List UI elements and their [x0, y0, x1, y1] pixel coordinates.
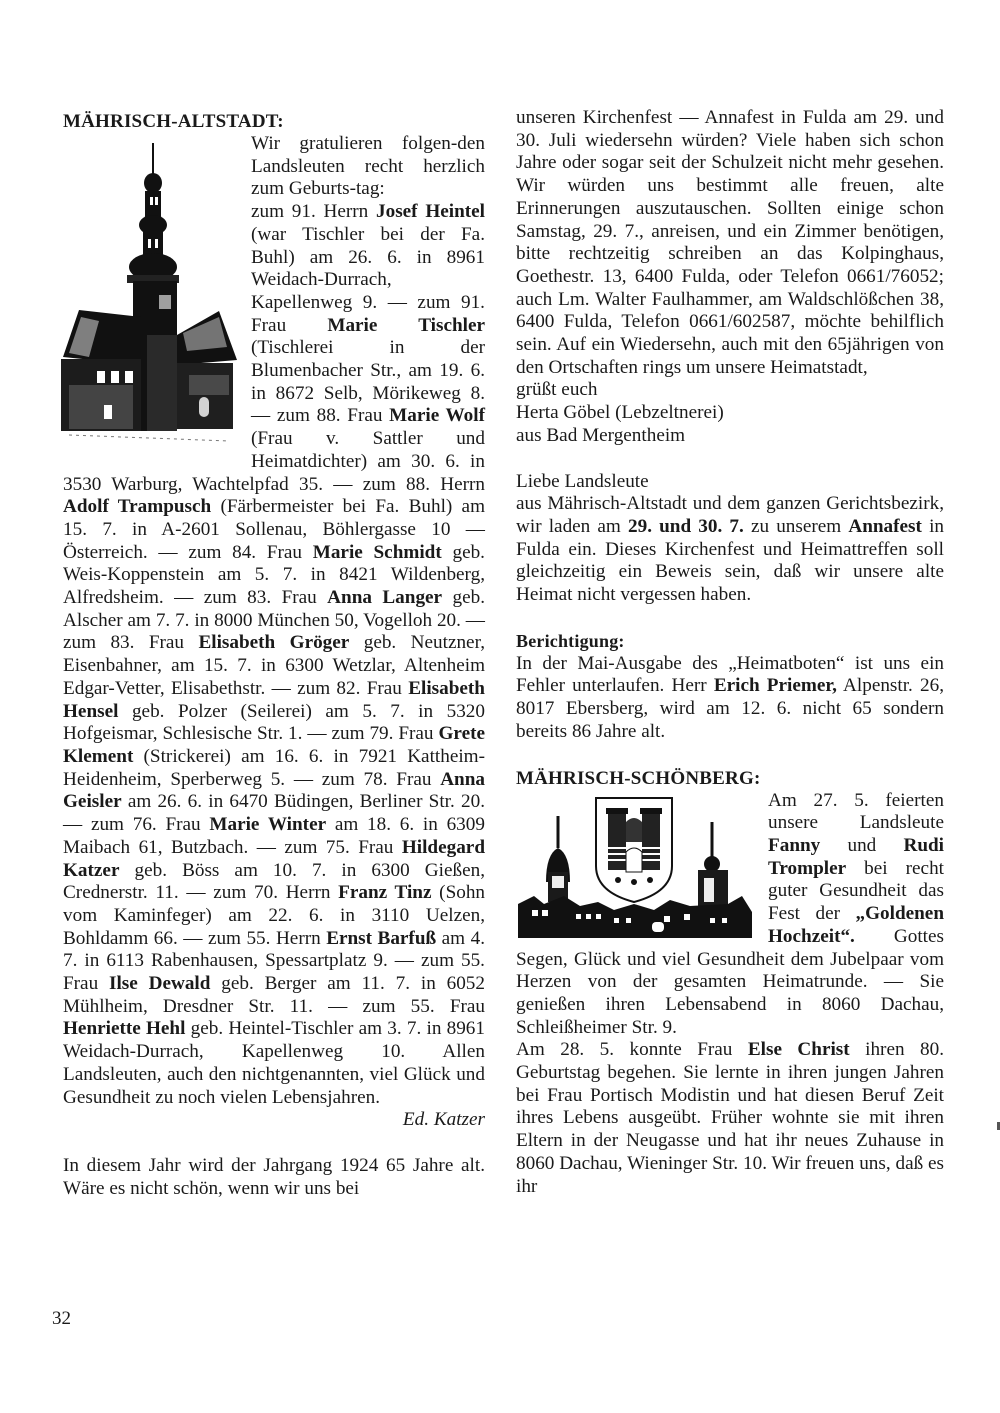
golden-wedding-text: Am 27. 5. feierten unsere Landsleute Fanny und Rudi Trompler bei recht guter Gesundheit das Fest der „Goldenen Hochzeit“. Gottes Segen, Glück und viel Gesundheit dem Jubelpaar vom Herzen von der gesamten Heimatrunde. — Sie genießen ihren Lebensabend in 8060 Dachau, Schleißheimer Str. 9. — [516, 789, 944, 1038]
jahrgang-continued-text: unseren Kirchenfest — Annafest in Fulda am 29. und 30. Juli wiedersehn würden? Viele haben sich schon Jahre oder sogar seit der Schulzeit nicht mehr gesehen. Wir würden uns bestimmt alle freuen, alte Erinnerungen auszutauschen. Sollten einige schon Samstag, 29. 7., anreisen, und ein Zimmer benötigen, bitte rechtzeitig schreiben an das Kolpinghaus, Goethestr. 13, 6400 Fulda, oder Telefon 0661/76052; auch Lm. Walter Faulhammer, am Waldschlößchen 38, 6400 Fulda, Telefon 0661/602587, möchte behilflich sein. Auf ein Wiedersehn, auch mit den 65jährigen von den Ortschaften rings um unsere Heimatstadt, — [516, 107, 944, 378]
event-dates: 29. und 30. 7. — [628, 515, 744, 537]
person-name: Ernst Barfuß — [326, 927, 437, 949]
person-name: Erich Priemer, — [713, 675, 837, 697]
greeting-sign-line: grüßt euch — [516, 379, 598, 401]
person-name: Henriette Hehl — [63, 1018, 186, 1040]
left-column — [63, 110, 485, 1200]
greeting-entry: zum 55. Herrn Ernst Barfuß am 4. 7. in 6113 Rabenhausen, Spessartplatz 9. — — [63, 927, 485, 972]
greeting-entry: zum 91. Herrn Josef Heintel (war Tischler bei der Fa. Buhl) am 26. 6. in 8961 Weidach-Durrach, Kapellenweg 9. — — [251, 201, 486, 313]
greeting-entry: zum 88. Frau Marie Wolf (Frau v. Sattler und Heimatdichter) am 30. 6. in 3530 Warburg, Wachtelpfad 35. — — [63, 405, 485, 495]
person-name: Marie Schmidt — [312, 541, 442, 563]
person-name: Franz Tinz — [338, 882, 432, 904]
invitation-text: aus Mährisch-Altstadt und dem ganzen Gerichtsbezirk, wir laden am 29. und 30. 7. zu unserem Annafest in Fulda ein. Dieses Kirchenfest und Heimattreffen soll gleichzeitig ein Beweis sein, daß wir unsere alte Heimat nicht vergessen haben. — [516, 493, 944, 606]
jahrgang-text: In diesem Jahr wird der Jahrgang 1924 65 Jahre alt. Wäre es nicht schön, wenn wir uns bei — [63, 1154, 485, 1199]
greeting-entry: zum 55. Frau Ilse Dewald geb. Berger am 11. 7. in 6052 Mühlheim, Dresdner Str. 11. — — [63, 950, 485, 1017]
page-number: 32 — [52, 1308, 71, 1329]
person-name: Anna Geisler — [63, 768, 485, 813]
event-name: „Goldenen Hochzeit“. — [768, 903, 944, 947]
signature: Ed. Katzer — [402, 1109, 485, 1131]
section-heading-maehrisch-altstadt: MÄHRISCH-ALTSTADT: — [63, 111, 284, 132]
person-name: Else Christ — [747, 1039, 850, 1061]
birthday-text: Am 28. 5. konnte Frau Else Christ ihren 80. Geburtstag begehen. Sie lernte in ihren jungen Jahren bei Frau Portisch Modistin und hat diesen Beruf Zeit ihres Lebens ausgeübt. Früher wohnte sie mit ihren Eltern in der Neugasse und hat ihr neues Zuhause in 8060 Dachau, Wieninger Str. 10. Wir freuen uns, daß es ihr — [516, 1039, 944, 1197]
invitation-salutation: Liebe Landsleute — [516, 470, 649, 492]
greeting-entry: zum 83. Frau Elisabeth Gröger geb. Neutzner, Eisenbahner, am 15. 7. in 6300 Wetzlar, Altenheim Edgar-Vetter, Elisabethstr. — — [63, 632, 485, 699]
closing-text: Allen Landsleuten, auch den nichtgenannten, viel Glück und Gesundheit zu noch vielen Lebensjahren. — [63, 1041, 485, 1108]
person-name: Ilse Dewald — [109, 973, 211, 995]
person-name: Fanny — [768, 834, 821, 856]
person-name: Marie Tischler — [327, 314, 485, 336]
town-coat-of-arms-illustration — [514, 792, 758, 942]
event-name: Annafest — [848, 515, 922, 537]
person-name: Anna Langer — [327, 587, 443, 609]
greeting-entry: zum 76. Frau Marie Winter am 18. 6. in 6309 Maibach 61, Butzbach. — — [63, 814, 485, 858]
person-name: Adolf Trampusch — [63, 496, 212, 518]
person-name: Josef Heintel — [376, 201, 486, 223]
greeting-entry: zum 79. Frau Grete Klement (Strickerei) am 16. 6. in 7921 Kattheim-Heidenheim, Sperberweg 5. — — [63, 723, 485, 790]
right-column — [516, 107, 944, 1198]
church-tower-illustration — [59, 135, 239, 455]
person-name: Grete Klement — [63, 723, 485, 767]
correction-heading: Berichtigung: — [516, 630, 625, 651]
section-heading-maehrisch-schoenberg: MÄHRISCH-SCHÖNBERG: — [516, 767, 761, 789]
person-name: Marie Wolf — [389, 405, 485, 427]
greeting-entry: zum 91. Frau Marie Tischler (Tischlerei in der Blumenbacher Str., am 19. 6. in 8672 Selb, Mörikeweg 8. — — [251, 291, 485, 427]
correction-text: In der Mai-Ausgabe des „Heimatboten“ ist uns ein Fehler unterlaufen. Herr Erich Priemer, Alpenstr. 26, 8017 Ebersberg, wird am 12. 6. nicht 65 sondern bereits 86 Jahre alt. — [516, 652, 944, 742]
greeting-entry: zum 70. Herrn Franz Tinz (Sohn vom Kaminfeger) am 22. 6. in 3110 Uelzen, Bohldamm 66. — — [63, 882, 486, 949]
greeting-entry: zum 88. Herrn Adolf Trampusch (Färbermeister bei Fa. Buhl) am 15. 7. in A-2601 Sollenau, Böhlergasse 10 — Österreich. — — [63, 473, 485, 563]
greeting-entry: zum 84. Frau Marie Schmidt geb. Weis-Koppenstein am 5. 7. in 8421 Wildenberg, Alfredsheim. — — [63, 541, 485, 609]
person-name: Rudi Trompler — [768, 834, 944, 879]
greeting-entry: zum 78. Frau Anna Geisler am 26. 6. in 6470 Büdingen, Berliner Str. 20. — — [63, 768, 485, 836]
person-name: Elisabeth Gröger — [198, 632, 350, 654]
person-name: Hildegard Katzer — [63, 836, 485, 881]
person-name: Marie Winter — [209, 814, 327, 836]
greeting-sign-line: Herta Göbel (Lebzeltnerei) — [516, 402, 724, 424]
greeting-entry: zum 82. Frau Elisabeth Hensel geb. Polzer (Seilerei) am 5. 7. in 5320 Hofgeismar, Schlesische Str. 1. — — [63, 677, 485, 745]
greeting-entry: zum 83. Frau Anna Langer geb. Alscher am 7. 7. in 8000 München 50, Vogelloh 20. — — [63, 587, 485, 631]
greeting-sign-line: aus Bad Mergentheim — [516, 424, 686, 446]
greeting-entry: zum 75. Frau Hildegard Katzer geb. Böss am 10. 7. in 6300 Gießen, Crednerstr. 11. — — [63, 836, 485, 904]
intro-text: Wir gratulieren folgen-den Landsleuten recht herzlich zum Geburts-tag: — [251, 133, 485, 200]
person-name: Elisabeth Hensel — [63, 677, 485, 722]
greeting-entry: zum 55. Frau Henriette Hehl geb. Heintel-Tischler am 3. 7. in 8961 Weidach-Durrach, Kapellenweg 10. — [63, 995, 485, 1063]
